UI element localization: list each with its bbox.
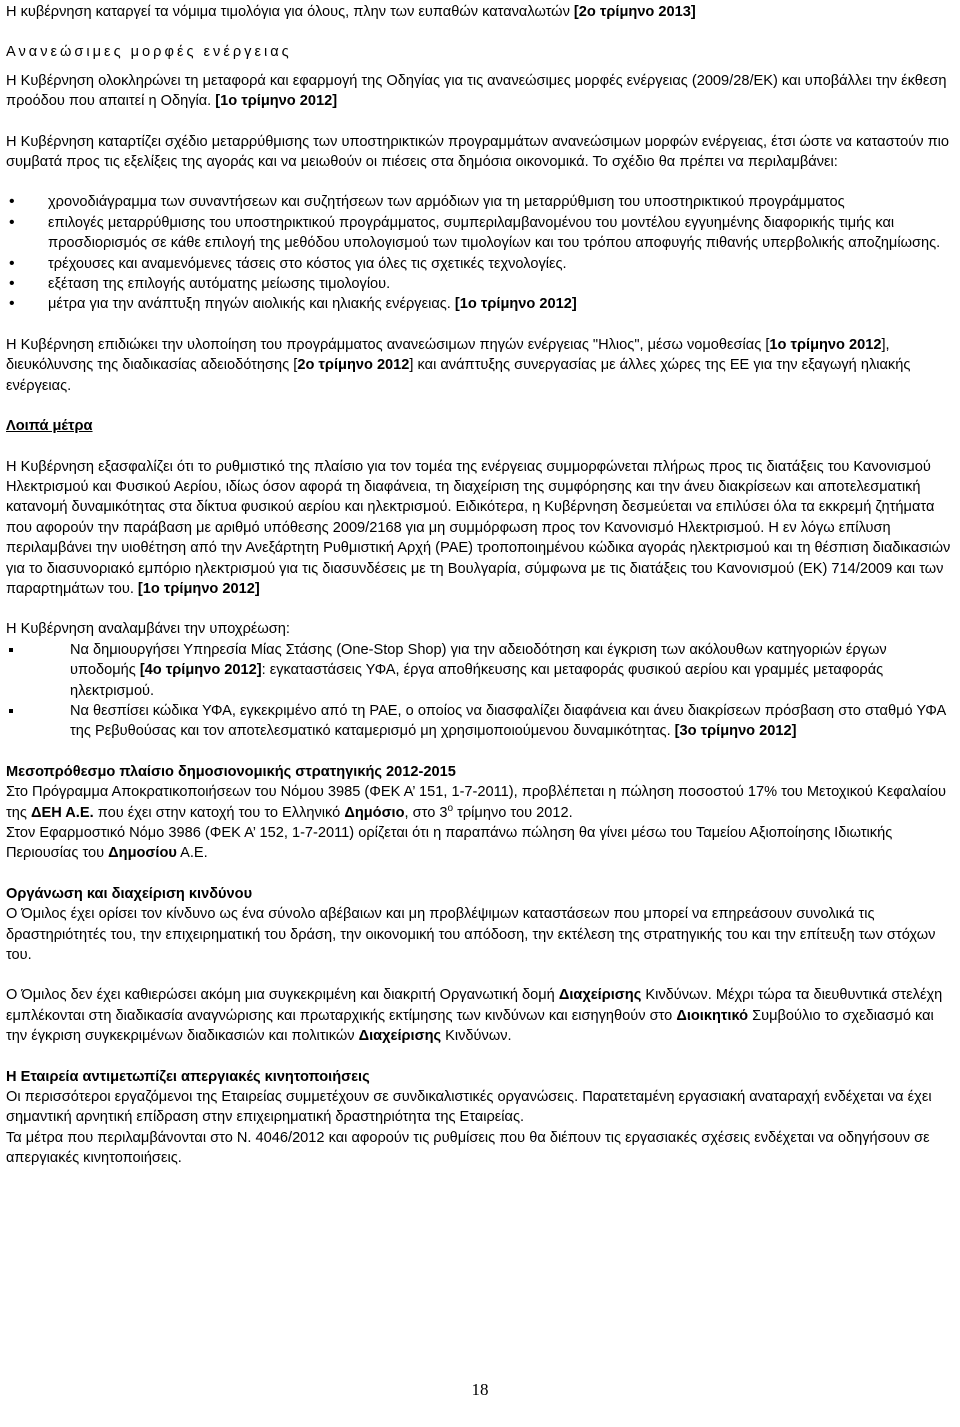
paragraph: Στον Εφαρμοστικό Νόμο 3986 (ΦΕΚ Α’ 152, 1-7-2011) ορίζεται ότι η παραπάνω πώληση θα γίνει μέσω του Ταμείου Αξιοποίησης Ιδιωτικής Περιουσίας του Δημοσίου Α.Ε. [6, 825, 893, 862]
paragraph [6, 71, 954, 112]
section-heading-risk: Οργάνωση και διαχείριση κινδύνου [6, 885, 253, 902]
list-item: • τρέχουσες και αναμενόμενες τάσεις στο κόστος για όλες τις σχετικές τεχνολογίες. [6, 254, 954, 274]
list-item: • χρονοδιάγραμμα των συναντήσεων και συζητήσεων των αρμόδιων για τη μεταρρύθμιση του υποστηρικτικού προγράμματος [6, 192, 954, 212]
text: Η κυβέρνηση καταργεί τα νόμιμα τιμολόγια για όλους, πλην των ευπαθών καταναλωτών [6, 4, 570, 20]
paragraph: Ο Όμιλος έχει ορίσει τον κίνδυνο ως ένα σύνολο αβέβαιων και μη προβλέψιμων καταστάσεων που μπορεί να επηρεάσουν συνολικά τις δραστηριότητές του, την επιχειρηματική του δράση, την οικονομική του απόδοση, την εκτέλεση της στρατηγικής του και την επίτευξη των στόχων του. [6, 906, 936, 964]
text: Η Κυβέρνηση ολοκληρώνει τη μεταφορά και εφαρμογή της Οδηγίας για τις ανανεώσιμες μορφές ενέργειας (2009/28/ΕΚ) και υποβάλλει την έκθεση προόδου που απαιτεί η Οδηγία. [6, 72, 947, 110]
text: μέτρα για την ανάπτυξη πηγών αιολικής και ηλιακής ενέργειας. [48, 296, 451, 313]
page-number: 18 [471, 1380, 489, 1399]
paragraph: Οι περισσότεροι εργαζόμενοι της Εταιρείας συμμετέχουν σε συνδικαλιστικές οργανώσεις. Παρατεταμένη εργασιακή αναταραχή ενδέχεται να έχει σημαντική αρνητική επίδραση στην επιχειρηματική δραστηριότητα της Εταιρείας. [6, 1089, 932, 1126]
paragraph: Η Κυβέρνηση επιδιώκει την υλοποίηση του προγράμματος ανανεώσιμων πηγών ενέργειας "Ηλιος", μέσω νομοθεσίας [1ο τρίμηνο 2012], διευκόλυνσης της διαδικασίας αδειοδότησης [2ο τρίμηνο 2012] και ανάπτυξης συνεργασίας με άλλες χώρες της ΕΕ για την εξαγωγή ηλιακής ενέργειας. [6, 336, 911, 394]
list-item: • εξέταση της επιλογής αυτόματης μείωσης τιμολογίου. [6, 274, 954, 294]
section-heading-renewables: Ανανεώσιμες μορφές ενέργειας [6, 44, 292, 61]
list-item: Να δημιουργήσει Υπηρεσία Μίας Στάσης (One-Stop Shop) για την αδειοδότηση και έγκριση των ακόλουθων κατηγοριών έργων υποδομής [4ο τρίμηνο 2012]: εγκαταστάσεις ΥΦΑ, έργα αποθήκευσης και μεταφοράς φυσικού αερίου και γραμμές μεταφοράς ηλεκτρισμού. [6, 640, 954, 701]
bullet-list [6, 192, 954, 314]
section-heading-fiscal: Μεσοπρόθεσμο πλαίσιο δημοσιονομικής στρατηγικής 2012-2015 [6, 763, 456, 780]
paragraph: Η Κυβέρνηση εξασφαλίζει ότι το ρυθμιστικό της πλαίσιο για τον τομέα της ενέργειας συμμορφώνεται πλήρως προς τις διατάξεις του Κανονισμού Ηλεκτρισμού και Φυσικού Αερίου, ιδίως όσον αφορά τη διαφάνεια, τη διαχείριση της συμφόρησης και την άνευ διακρίσεων και αποτελεσματική κατανομή δυναμικότητας στα δίκτυα φυσικού αερίου και ηλεκτρισμού. Ειδικότερα, η Κυβέρνηση δεσμεύεται να επιλύσει όλα τα εκκρεμή ζητήματα που αφορούν την παράβαση με αριθμό υπόθεσης 2009/2168 για μη συμμόρφωση προς τον Κανονισμό Ηλεκτρισμού. Η εν λόγω επίλυση περιλαμβάνει την υιοθέτηση από την Ανεξάρτητη Ρυθμιστική Αρχή (ΡΑΕ) τροποποιημένου κώδικα αγοράς ηλεκτρισμού και τη θέσπιση διαδικασιών για το διασυνοριακό εμπόριο ηλεκτρισμού για τις διασυνδέσεις με τη Βουλγαρία, σύμφωνα με τις διατάξεις του Κανονισμού (ΕΚ) 714/2009 και των παραρτημάτων του. [1ο τρίμηνο 2012] [6, 458, 951, 597]
list-item: • επιλογές μεταρρύθμισης του υποστηρικτικού προγράμματος, συμπεριλαμβανομένου του μοντέλου εγγυημένης διαφορικής τιμής και προσδιορισμός σε κάθε επιλογή της μεθόδου υπολογισμού των τιμολογίων και του τρόπου αποφυγής πιθανής υπερβολικής αποζημίωσης. [6, 213, 954, 254]
paragraph: Στο Πρόγραμμα Αποκρατικοποιήσεων του Νόμου 3985 (ΦΕΚ Α’ 151, 1-7-2011), προβλέπεται η πώληση ποσοστού 17% του Μετοχικού Κεφαλαίου της ΔΕΗ Α.Ε. που έχει στην κατοχή του το Ελληνικό Δημόσιο, στο $3^o$ τρίμηνο του 2012. [6, 784, 946, 821]
list-item: Να θεσπίσει κώδικα ΥΦΑ, εγκεκριμένο από τη ΡΑΕ, ο οποίος να διασφαλίζει διαφάνεια και άνευ διακρίσεων πρόσβαση στο σταθμό ΥΦΑ της Ρεβυθούσας και τον αποτελεσματικό καταμερισμό μη χρησιμοποιούμενου δυναμικότητας. [3ο τρίμηνο 2012] [6, 701, 954, 742]
deadline: [2ο τρίμηνο 2013] [569, 4, 696, 20]
paragraph: Η Κυβέρνηση καταρτίζει σχέδιο μεταρρύθμισης των υποστηρικτικών προγραμμάτων ανανεώσιμων μορφών ενέργειας, έτσι ώστε να καταστούν πιο συμβατά προς τις εξελίξεις της αγοράς και να μειωθούν οι πιέσεις στα δημόσια οικονομικά. Το σχέδιο θα πρέπει να περιλαμβάνει: [6, 133, 950, 171]
paragraph: Η Κυβέρνηση αναλαμβάνει την υποχρέωση: [6, 621, 290, 638]
square-bullet-list [6, 640, 954, 742]
list-item [6, 294, 954, 314]
deadline: [1ο τρίμηνο 2012] [211, 93, 338, 110]
section-heading-labor: Η Εταιρεία αντιμετωπίζει απεργιακές κινητοποιήσεις [6, 1068, 370, 1085]
section-heading-other-measures: Λοιπά μέτρα [6, 418, 93, 435]
paragraph [6, 2, 954, 22]
paragraph: Ο Όμιλος δεν έχει καθιερώσει ακόμη μια συγκεκριμένη και διακριτή Οργανωτική δομή Διαχείρισης Κινδύνων. Μέχρι τώρα τα διευθυντικά στελέχη εμπλέκονται στη διαδικασία αναγνώρισης και πρωταρχικής εκτίμησης των κινδύνων και εισηγηθούν στο Διοικητικό Συμβούλιο το σχεδιασμό και την έγκριση συγκεκριμένων διαδικασιών και πολιτικών Διαχείρισης Κινδύνων. [6, 987, 943, 1045]
paragraph: Τα μέτρα που περιλαμβάνονται στο Ν. 4046/2012 και αφορούν τις ρυθμίσεις που θα διέπουν τις εργασιακές σχέσεις ενδέχεται να οδηγήσουν σε απεργιακές κινητοποιήσεις. [6, 1129, 930, 1167]
deadline: [1ο τρίμηνο 2012] [450, 296, 577, 313]
